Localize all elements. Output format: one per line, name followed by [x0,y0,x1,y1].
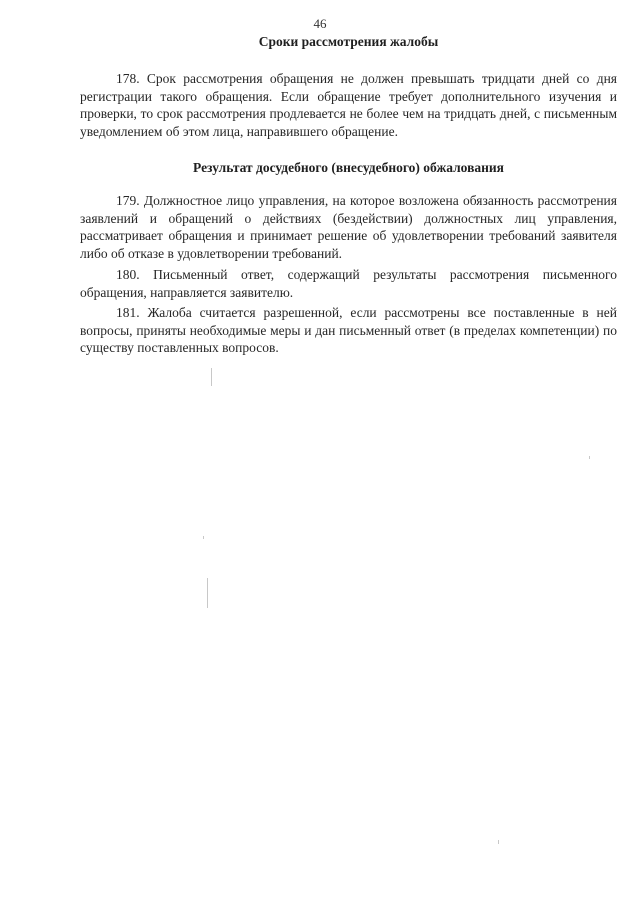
scan-artifact [207,578,208,608]
page-number: 46 [313,16,327,31]
paragraph-181: 181. Жалоба считается разрешенной, если рассмотрены все поставленные в ней вопросы, приняты необходимые меры и дан письменный ответ (в пределах компетенции) по существу поставленных вопросов. [80,305,617,355]
scan-artifact [211,368,212,386]
section-heading-review-period: Сроки рассмотрения жалобы [258,34,439,49]
paragraph-180: 180. Письменный ответ, содержащий результаты рассмотрения письменного обращения, направляется заявителю. [80,267,617,300]
paragraph-179: 179. Должностное лицо управления, на которое возложена обязанность рассмотрения заявлений и обращений о действиях (бездействии) должностных лиц управления, рассматривает обращения и принимает решение об удовлетворении требований заявителя либо об отказе в удовлетворении требований. [80,193,617,261]
scan-artifact [498,840,499,844]
section-heading-appeal-result: Результат досудебного (внесудебного) обжалования [193,160,504,175]
paragraph-178: 178. Срок рассмотрения обращения не должен превышать тридцати дней со дня регистрации такого обращения. Если обращение требует дополнительного изучения и проверки, то срок рассмотрения продлевается не более чем на тридцать дней, с письменным уведомлением об этом лица, направившего обращение. [80,71,617,139]
scan-artifact [589,456,590,459]
scan-artifact [203,536,204,539]
